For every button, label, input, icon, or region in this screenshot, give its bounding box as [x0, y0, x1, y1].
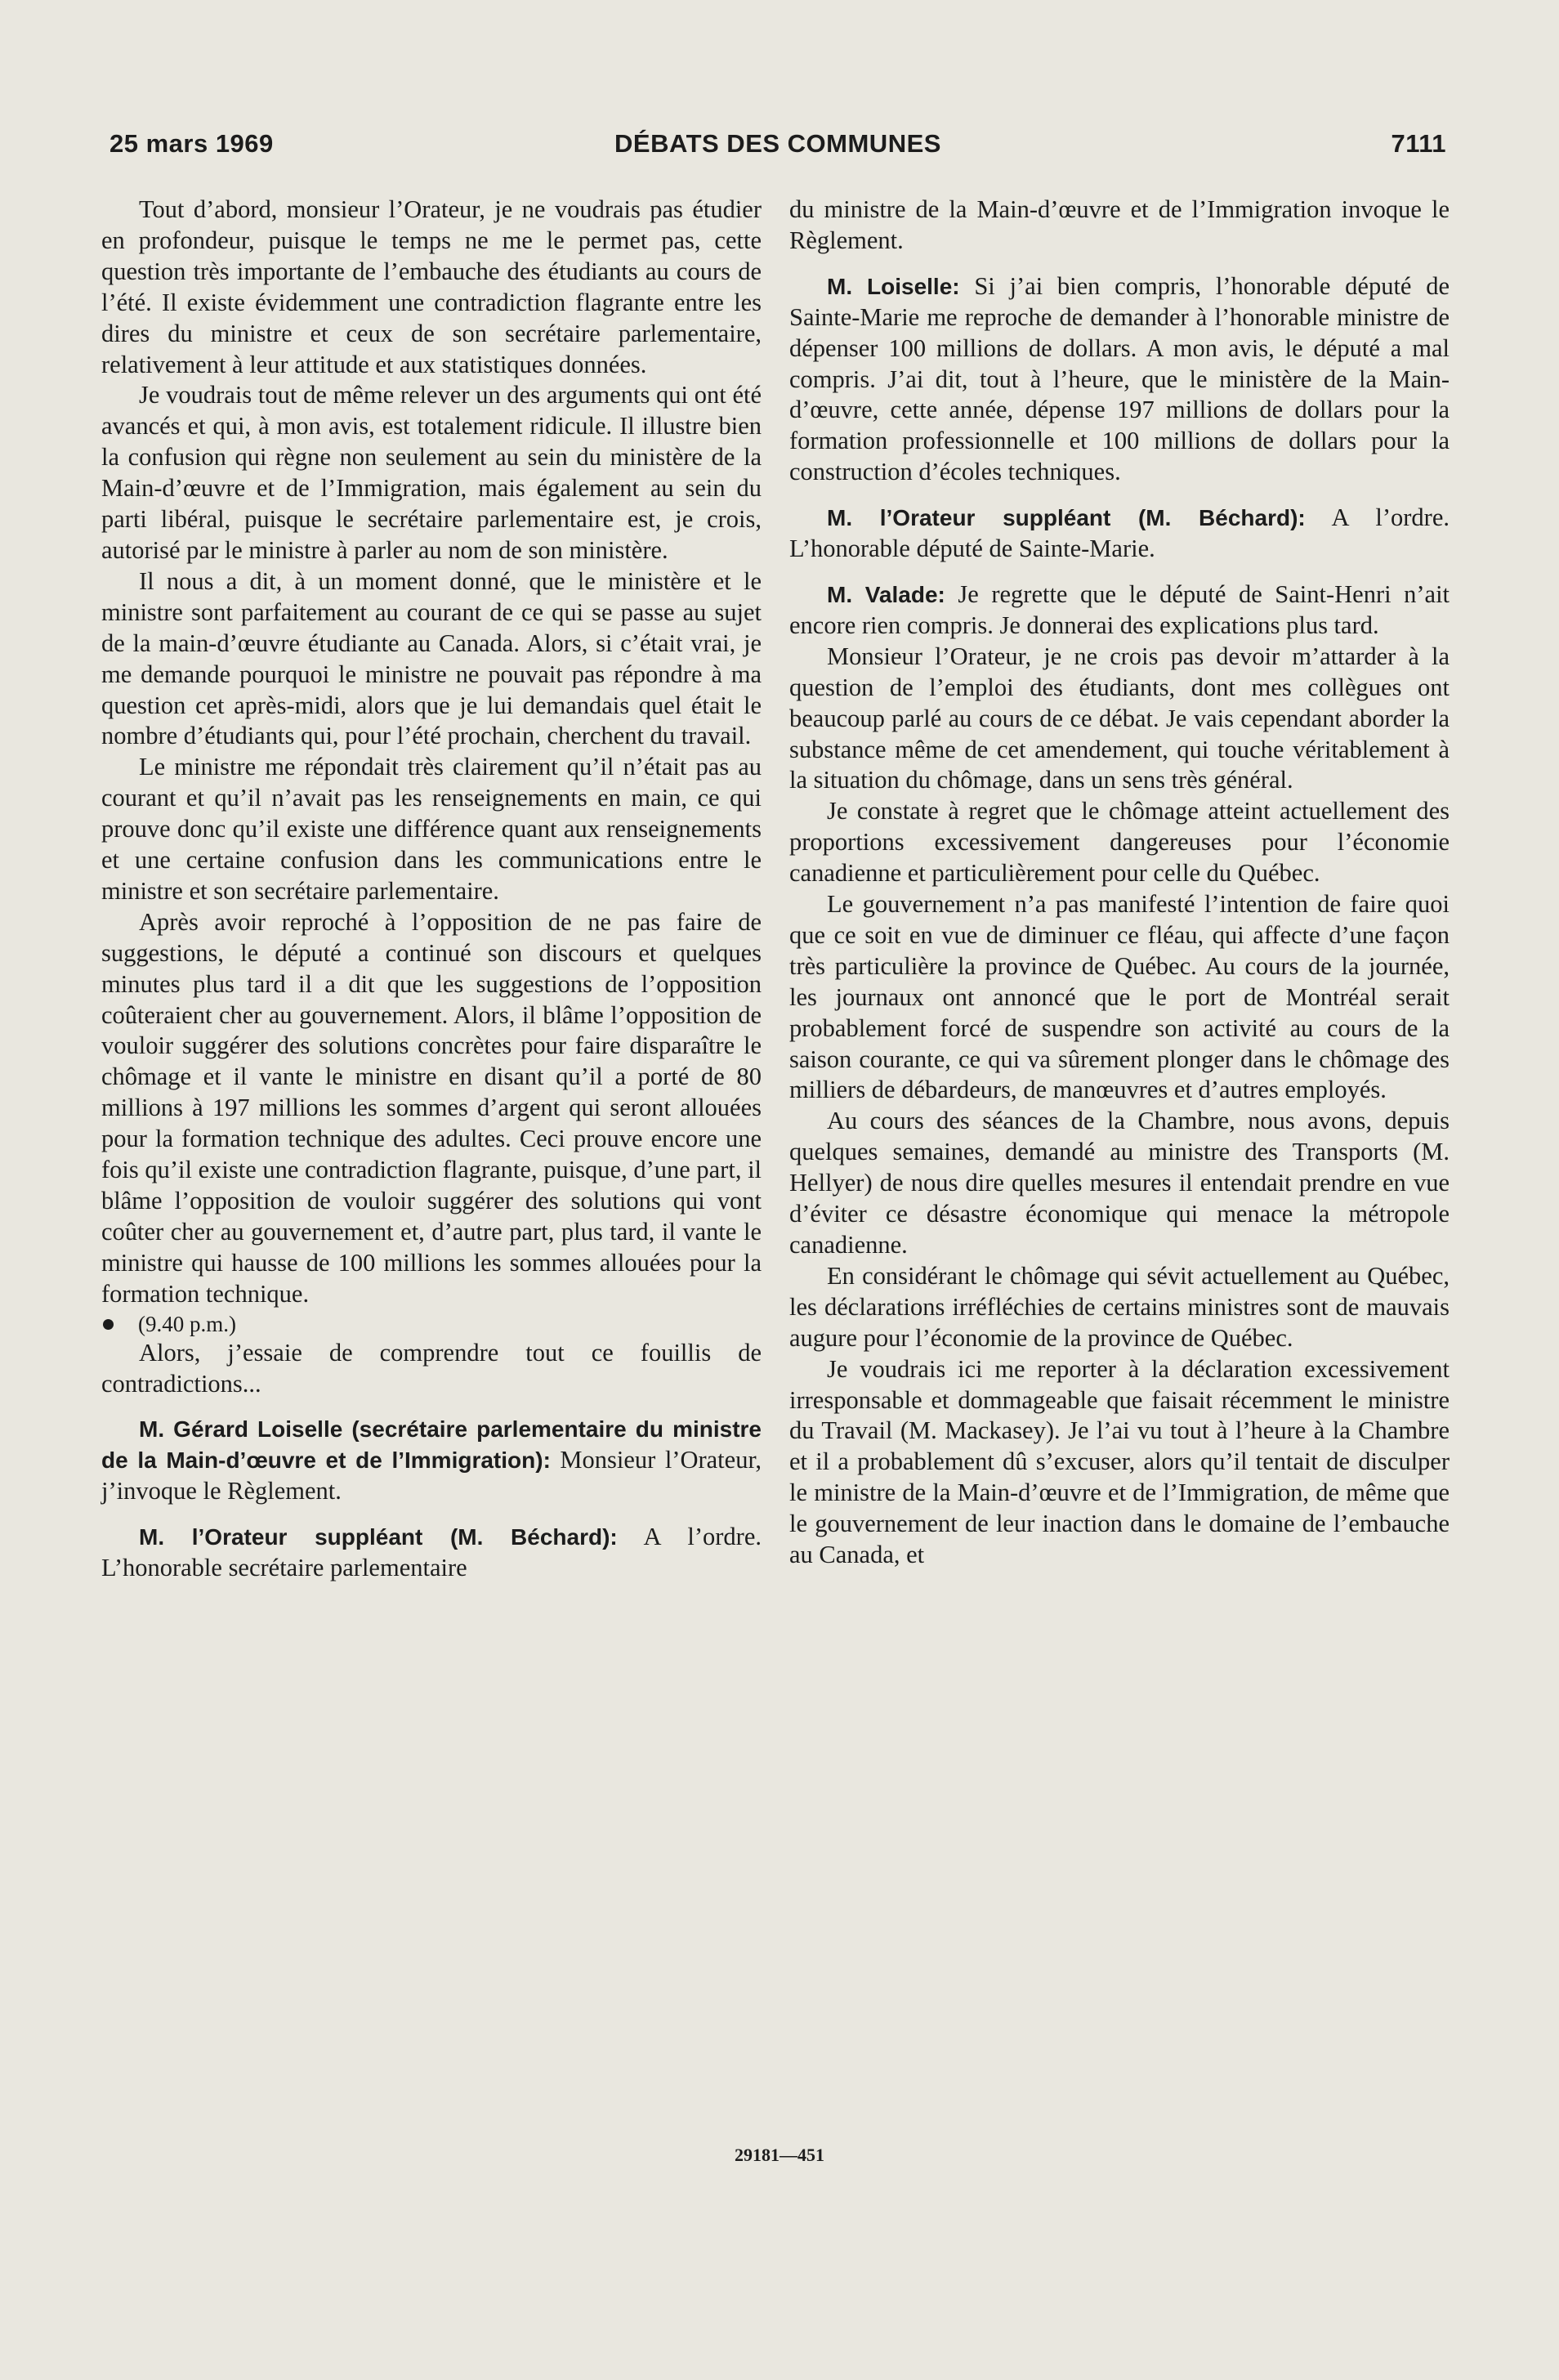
- speaker-name: M. Valade:: [827, 581, 945, 607]
- speech: [789, 271, 1450, 488]
- paragraph: En considérant le chômage qui sévit actuellement au Québec, les déclarations irréfléchies de certains ministres sont de mauvais augure pour l’économie de la province de Québec.: [789, 1261, 1450, 1352]
- left-column: [101, 195, 762, 1584]
- paragraph: Alors, j’essaie de comprendre tout ce fouillis de contradictions...: [101, 1338, 762, 1398]
- paragraph: Après avoir reproché à l’opposition de ne pas faire de suggestions, le député a continué son discours et quelques minutes plus tard il a dit que les suggestions de l’opposition coûteraient cher au gouvernement. Alors, il blâme l’opposition de vouloir suggérer des solutions concrètes pour faire disparaître le chômage et il vante le ministre en disant qu’il a porté de 80 millions à 197 millions les sommes d’argent qui seront allouées pour la formation technique des adultes. Ceci prouve encore une fois qu’il existe une contradiction flagrante, puisque, d’une part, il blâme l’opposition de vouloir suggérer des solutions qui vont coûter cher au gouvernement et, d’autre part, plus tard, il vante le ministre qui hausse de 100 millions les sommes allouées pour la formation technique.: [101, 907, 762, 1308]
- speaker-name: M. l’Orateur suppléant (M. Béchard):: [139, 1524, 618, 1550]
- paragraph: Je voudrais tout de même relever un des arguments qui ont été avancés et qui, à mon avis, est totalement ridicule. Il illustre bien la confusion qui règne non seulement au sein du ministère de la Main-d’œuvre et de l’Immigration, mais également au sein du parti libéral, puisque le secrétaire parlementaire est, je crois, autorisé par le ministre à parler au nom de son ministère.: [101, 381, 762, 564]
- header-title: DÉBATS DES COMMUNES: [614, 129, 941, 158]
- paragraph: Le gouvernement n’a pas manifesté l’intention de faire quoi que ce soit en vue de diminuer ce fléau, qui affecte d’une façon très particulière la province de Québec. Au cours de la journée, les journaux ont annoncé que le port de Montréal serait probablement forcé de suspendre son activité au cours de la saison courante, ce qui va sûrement plonger dans le chômage des milliers de débardeurs, de manœuvres et d’autres employés.: [789, 890, 1450, 1104]
- time-stamp: (9.40 p.m.): [138, 1311, 236, 1336]
- speech: [789, 503, 1450, 565]
- speech-text: Si j’ai bien compris, l’honorable député de Sainte-Marie me reproche de demander à l’honorable ministre de dépenser 100 millions de dollars. A mon avis, le député a mal compris. J’ai dit, tout à l’heure, que le ministère de la Main-d’œuvre, cette année, dépense 197 millions de dollars pour la formation professionnelle et 100 millions de dollars pour la construction d’écoles techniques.: [789, 271, 1450, 486]
- page-footer: 29181—451: [735, 2145, 824, 2165]
- paragraph: Le ministre me répondait très clairement qu’il n’était pas au courant et qu’il n’avait pas les renseignements en main, ce qui prouve donc qu’il existe une différence quant aux renseignements et une certaine confusion dans les communications entre le ministre et son secrétaire parlementaire.: [101, 753, 762, 905]
- speech-text: Je regrette que le député de Saint-Henri n’ait encore rien compris. Je donnerai des explications plus tard.: [789, 579, 1450, 639]
- speech-text: A l’ordre. L’honorable secrétaire parlementaire: [101, 1523, 762, 1582]
- paragraph: Monsieur l’Orateur, je ne crois pas devoir m’attarder à la question de l’emploi des étudiants, dont mes collègues ont beaucoup parlé au cours de ce débat. Je vais cependant aborder la substance même de cet amendement, qui touche véritablement à la situation du chômage, dans un sens très général.: [789, 642, 1450, 794]
- page-number: 7111: [1391, 129, 1446, 158]
- speaker-name: M. l’Orateur suppléant (M. Béchard):: [827, 505, 1306, 531]
- paragraph: Il nous a dit, à un moment donné, que le ministère et le ministre sont parfaitement au courant de ce qui se passe au sujet de la main-d’œuvre étudiante au Canada. Alors, si c’était vrai, je me demande pourquoi le ministre ne pouvait pas répondre à ma question cet après-midi, alors que je lui demandais quel était le nombre d’étudiants qui, pour l’été prochain, cherchent du travail.: [101, 566, 762, 750]
- speech: [101, 1522, 762, 1584]
- header-date: 25 mars 1969: [109, 129, 274, 158]
- paragraph: Tout d’abord, monsieur l’Orateur, je ne voudrais pas étudier en profondeur, puisque le temps ne me le permet pas, cette question très importante de l’embauche des étudiants au cours de l’été. Il existe évidemment une contradiction flagrante entre les dires du ministre et ceux de son secrétaire parlementaire, relativement à leur attitude et aux statistiques données.: [101, 195, 762, 378]
- paragraph: du ministre de la Main-d’œuvre et de l’Immigration invoque le Règlement.: [789, 195, 1450, 254]
- right-column: [789, 195, 1450, 1571]
- bullet-icon: [103, 1319, 114, 1330]
- time-marker: [101, 1310, 762, 1338]
- speech-text: Monsieur l’Orateur, j’invoque le Règlement.: [101, 1446, 762, 1505]
- page-header: [109, 129, 1446, 175]
- paragraph: Je constate à regret que le chômage atteint actuellement des proportions excessivement dangereuses pour l’économie canadienne et particulièrement pour celle du Québec.: [789, 797, 1450, 888]
- paragraph: Je voudrais ici me reporter à la déclaration excessivement irresponsable et dommageable que faisait récemment le ministre du Travail (M. Mackasey). Je l’ai vu tout à l’heure à la Chambre et il a probablement dû s’excuser, alors qu’il tentait de disculper le ministre de la Main-d’œuvre et de l’Immigration, de même que le gouvernement de leur inaction dans le domaine de l’embauche au Canada, et: [789, 1354, 1450, 1569]
- paragraph: Au cours des séances de la Chambre, nous avons, depuis quelques semaines, demandé au ministre des Transports (M. Hellyer) de nous dire quelles mesures il entendait prendre en vue d’éviter ce désastre économique qui menace la métropole canadienne.: [789, 1107, 1450, 1259]
- speech-text: A l’ordre. L’honorable député de Sainte-Marie.: [789, 503, 1450, 563]
- speaker-name: M. Gérard Loiselle (secrétaire parlementaire du ministre de la Main-d’œuvre et de l’Immigration):: [101, 1416, 762, 1474]
- speaker-name: M. Loiselle:: [827, 273, 960, 299]
- speech: [101, 1414, 762, 1507]
- speech: [789, 579, 1450, 642]
